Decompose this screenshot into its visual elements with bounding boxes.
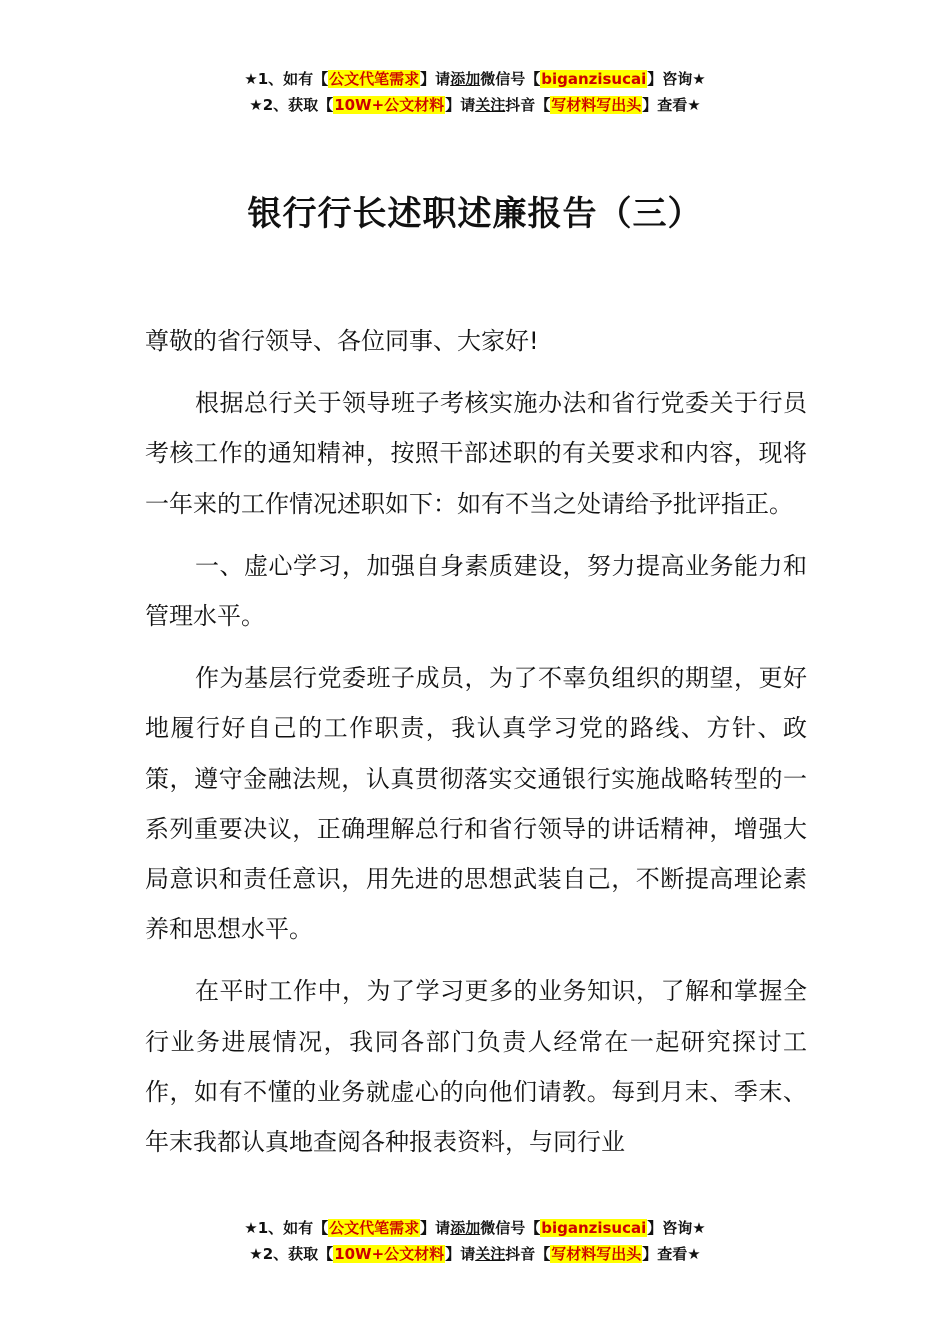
- greeting: 尊敬的省行领导、各位同事、大家好!: [145, 327, 539, 355]
- promo-highlight: 10W+公文材料: [334, 1245, 445, 1263]
- promo-text: 】咨询★: [647, 70, 706, 88]
- promo-text: 】请: [420, 70, 451, 88]
- document-body: [145, 316, 807, 1179]
- paragraph: 在平时工作中，为了学习更多的业务知识，了解和掌握全行业务进展情况，我同各部门负责人经常在一起研究探讨工作，如有不懂的业务就虚心的向他们请教。每到月末、季末、年末我都认真地查阅各种报表资料，与同行业: [145, 977, 807, 1157]
- promo-text: 】请: [445, 96, 476, 114]
- paragraph: 根据总行关于领导班子考核实施办法和省行党委关于行员考核工作的通知精神，按照干部述职的有关要求和内容，现将一年来的工作情况述职如下：如有不当之处请给予批评指正。: [145, 389, 807, 518]
- promo-underline: 关注: [475, 1245, 506, 1263]
- promo-text: ★1、如有【: [244, 1219, 329, 1237]
- promo-douyin-id: 写材料写出头: [551, 1245, 642, 1263]
- promo-douyin-id: 写材料写出头: [551, 96, 642, 114]
- promo-text: ★2、获取【: [249, 96, 334, 114]
- promo-text: 】请: [445, 1245, 476, 1263]
- paragraph: 作为基层行党委班子成员，为了不辜负组织的期望，更好地履行好自己的工作职责，我认真学习党的路线、方针、政策，遵守金融法规，认真贯彻落实交通银行实施战略转型的一系列重要决议，正确理解总行和省行领导的讲话精神，增强大局意识和责任意识，用先进的思想武装自己，不断提高理论素养和思想水平。: [145, 664, 807, 944]
- promo-text: 】查看★: [642, 96, 701, 114]
- promo-wechat-id: biganzisucai: [541, 1219, 647, 1237]
- promo-banner-top: [0, 66, 950, 118]
- promo-text: 微信号【: [480, 1219, 541, 1237]
- promo-text: 抖音【: [505, 1245, 551, 1263]
- promo-text: 微信号【: [480, 70, 541, 88]
- section-heading: 一、虚心学习，加强自身素质建设，努力提高业务能力和管理水平。: [145, 551, 807, 631]
- promo-underline: 添加: [450, 70, 481, 88]
- promo-highlight: 公文代笔需求: [329, 1219, 420, 1237]
- promo-text: ★1、如有【: [244, 70, 329, 88]
- document-title: 银行行长述职述廉报告（三）: [247, 194, 703, 234]
- promo-line-2: [0, 92, 950, 118]
- promo-text: 】查看★: [642, 1245, 701, 1263]
- promo-highlight: 公文代笔需求: [329, 70, 420, 88]
- promo-banner-bottom: [0, 1215, 950, 1267]
- promo-underline: 关注: [475, 96, 506, 114]
- promo-text: 抖音【: [505, 96, 551, 114]
- promo-line-1: [0, 1215, 950, 1241]
- promo-highlight: 10W+公文材料: [334, 96, 445, 114]
- promo-text: ★2、获取【: [249, 1245, 334, 1263]
- promo-wechat-id: biganzisucai: [541, 70, 647, 88]
- promo-line-1: [0, 66, 950, 92]
- promo-line-2: [0, 1241, 950, 1267]
- promo-text: 】咨询★: [647, 1219, 706, 1237]
- promo-text: 】请: [420, 1219, 451, 1237]
- promo-underline: 添加: [450, 1219, 481, 1237]
